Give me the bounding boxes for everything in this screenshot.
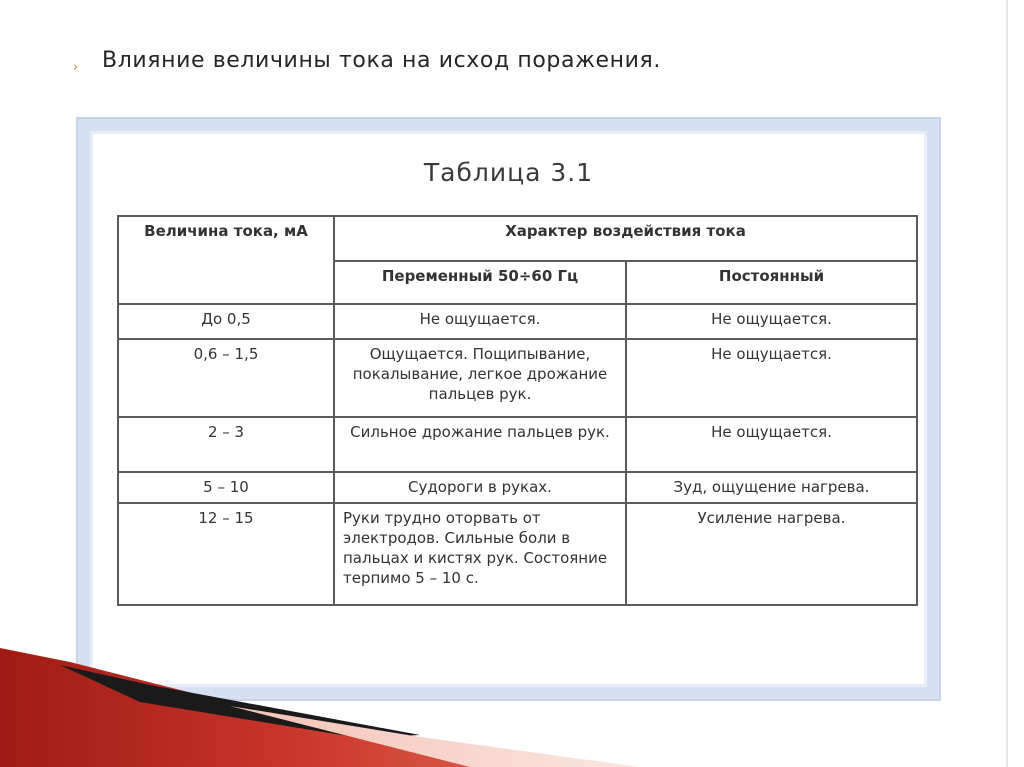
table-image-card xyxy=(76,117,941,701)
cell-dc: Не ощущается. xyxy=(626,339,917,417)
table-row xyxy=(118,339,917,417)
cell-ac: Руки трудно оторвать от электродов. Сильные боли в пальцах и кистях рук. Состояние терпимо 5 – 10 с. xyxy=(334,503,626,605)
table-row xyxy=(118,472,917,503)
cell-dc: Усиление нагрева. xyxy=(626,503,917,605)
current-effect-table xyxy=(117,215,918,606)
cell-current: 0,6 – 1,5 xyxy=(118,339,334,417)
header-dc: Постоянный xyxy=(626,261,917,304)
header-ac: Переменный 50÷60 Гц xyxy=(334,261,626,304)
table-header-row xyxy=(118,216,917,261)
table-row xyxy=(118,503,917,605)
table-row xyxy=(118,304,917,339)
cell-current: 12 – 15 xyxy=(118,503,334,605)
cell-current: До 0,5 xyxy=(118,304,334,339)
cell-dc: Не ощущается. xyxy=(626,417,917,472)
decorative-stripes xyxy=(0,640,640,767)
bullet-arrow-icon: › xyxy=(73,60,79,75)
table-title: Таблица 3.1 xyxy=(423,158,594,187)
slide-right-border xyxy=(1006,0,1008,767)
header-effect: Характер воздействия тока xyxy=(334,216,917,261)
cell-ac: Ощущается. Пощипывание, покалывание, легкое дрожание пальцев рук. xyxy=(334,339,626,417)
slide-heading: Влияние величины тока на исход поражения. xyxy=(102,48,661,73)
cell-ac: Сильное дрожание пальцев рук. xyxy=(334,417,626,472)
cell-ac: Не ощущается. xyxy=(334,304,626,339)
header-current: Величина тока, мА xyxy=(118,216,334,304)
cell-ac: Судороги в руках. xyxy=(334,472,626,503)
cell-dc: Зуд, ощущение нагрева. xyxy=(626,472,917,503)
cell-current: 2 – 3 xyxy=(118,417,334,472)
table-row xyxy=(118,417,917,472)
cell-current: 5 – 10 xyxy=(118,472,334,503)
cell-dc: Не ощущается. xyxy=(626,304,917,339)
